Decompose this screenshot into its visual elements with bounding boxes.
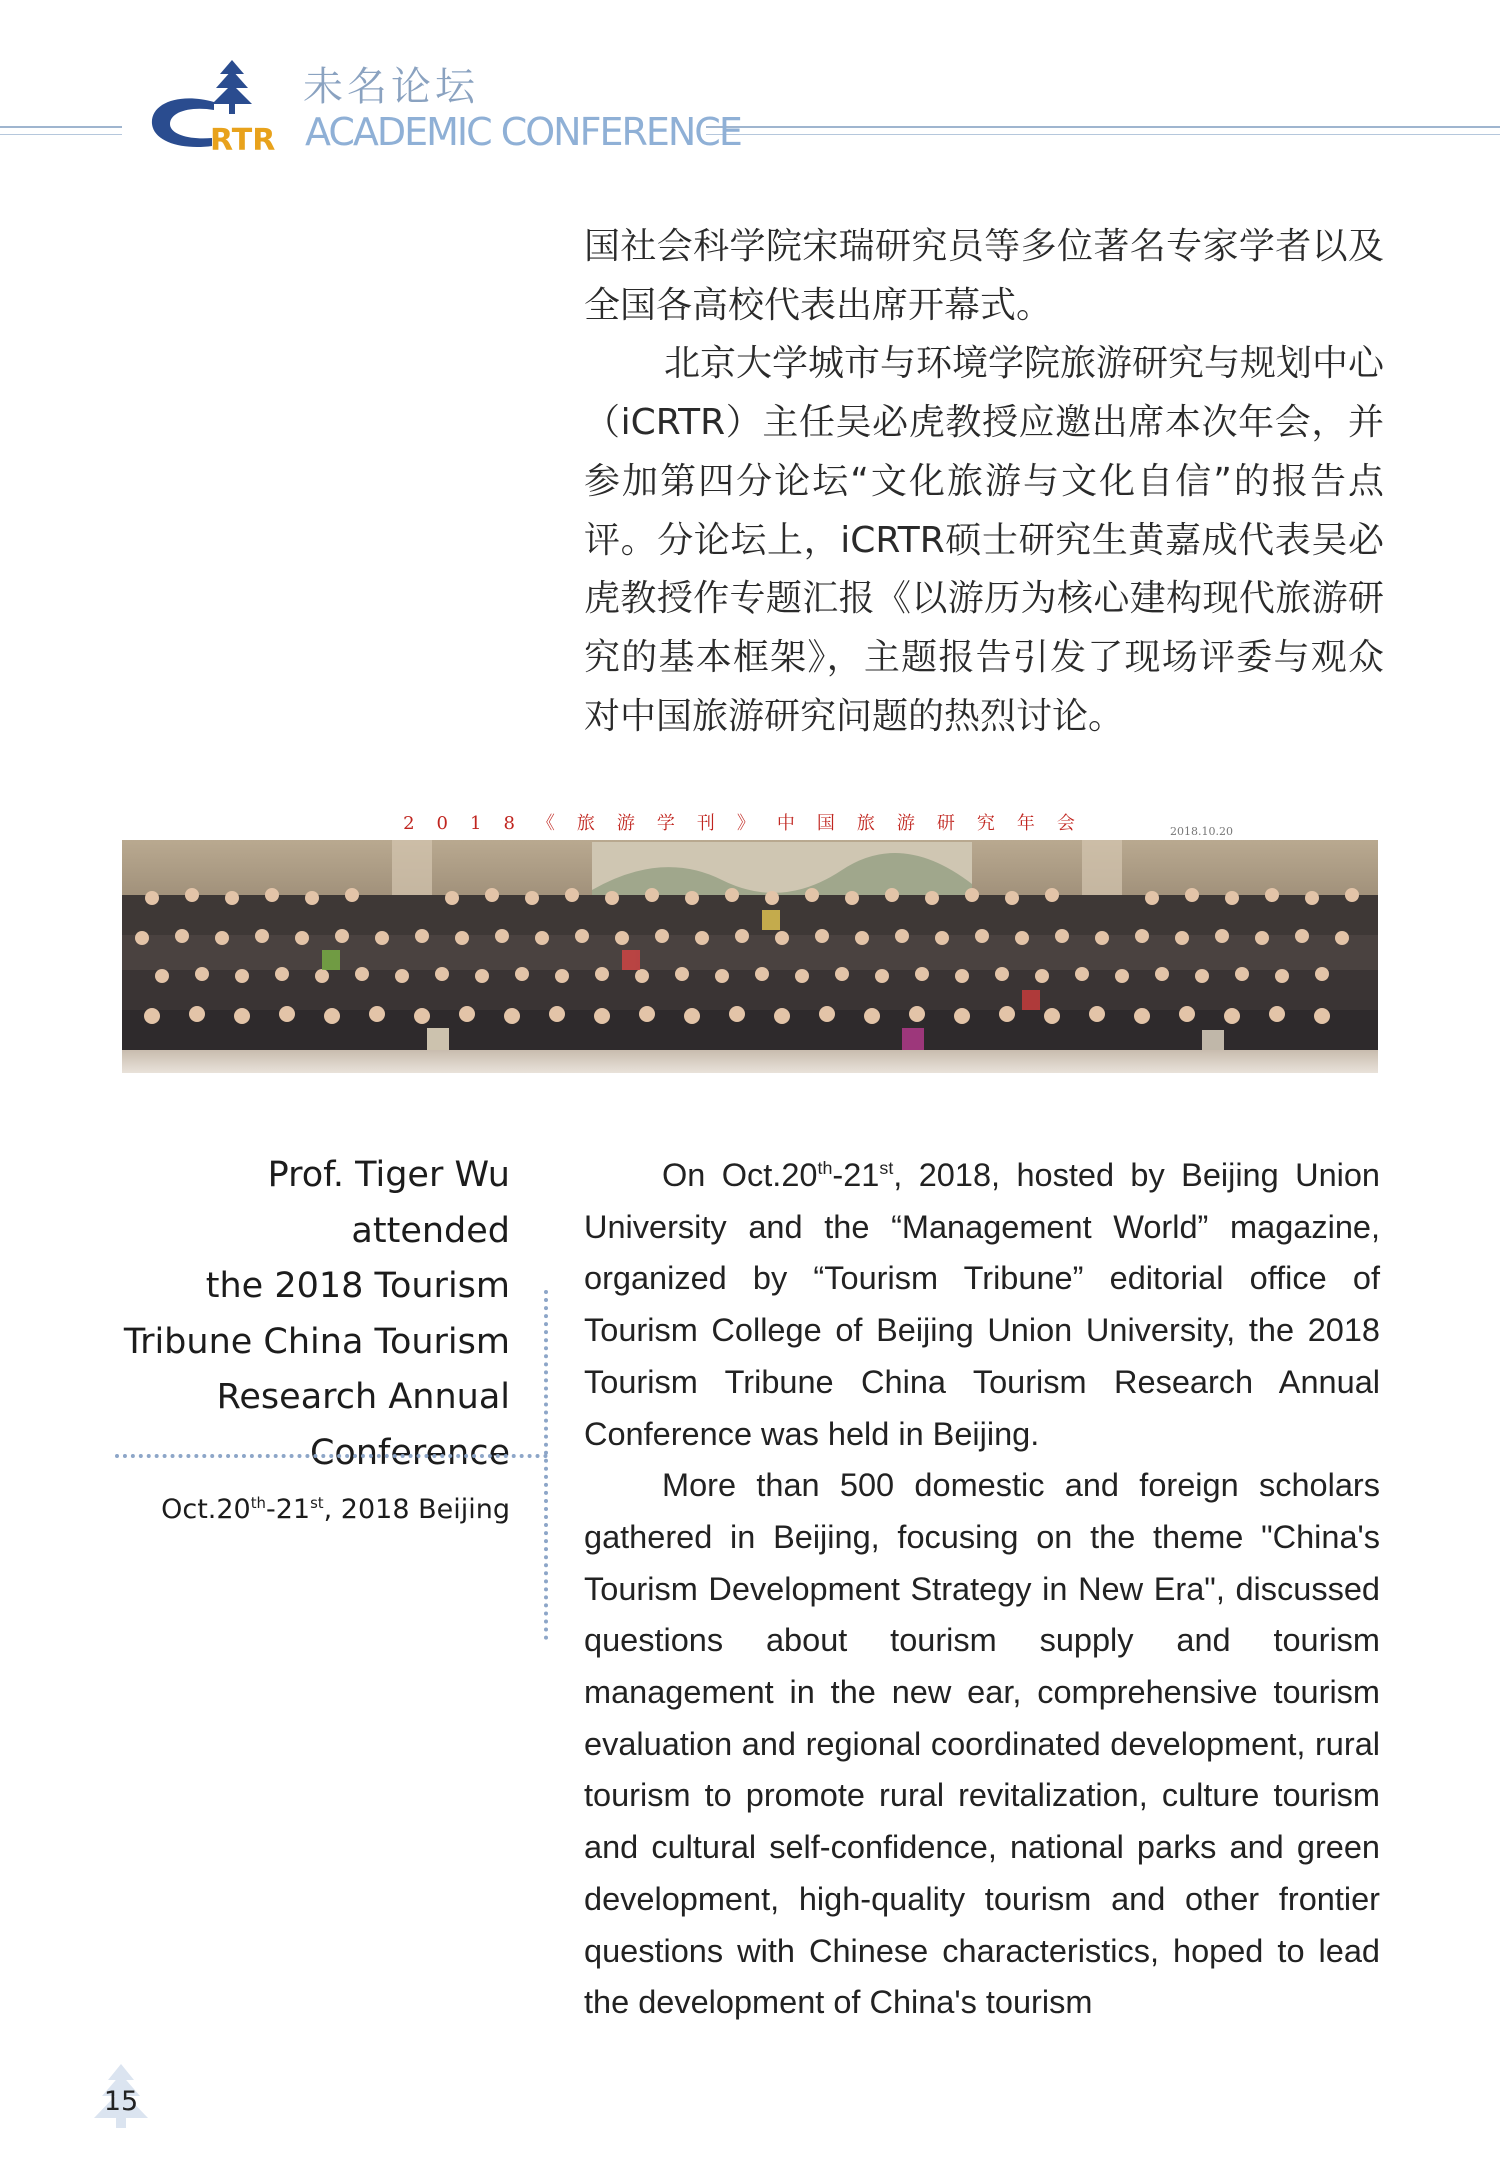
sidebar-title-line: Research Annual [216, 1377, 510, 1417]
header-rule-left-bottom [0, 134, 122, 135]
sidebar-title [100, 1148, 510, 1481]
chinese-paragraph-1: 国社会科学院宋瑞研究员等多位著名专家学者以及全国各高校代表出席开幕式。 [584, 226, 1384, 326]
sidebar-title-line: Prof. Tiger Wu attended [267, 1155, 510, 1251]
header-rule-right-bottom [706, 134, 1500, 135]
photo-banner-date: 2018.10.20 [1170, 825, 1233, 838]
sidebar-title-line: the 2018 Tourism [205, 1266, 510, 1306]
header-rule-left-top [0, 126, 122, 128]
header-title-cn: 未名论坛 [303, 64, 479, 110]
photo-banner [122, 805, 1378, 843]
crtr-logo-graphic [148, 58, 282, 154]
page-number: 15 [103, 2086, 139, 2117]
logo-letters: RTR [210, 123, 276, 154]
photo-banner-text: 2018《旅游学刊》中国旅游研究年会 [403, 813, 1097, 834]
english-article [584, 1150, 1380, 2029]
sidebar-title-line: Conference [309, 1432, 510, 1473]
group-photo [122, 805, 1378, 1073]
page-number-badge [88, 2064, 154, 2130]
chinese-paragraph-2: 北京大学城市与环境学院旅游研究与规划中心（iCRTR）主任吴必虎教授应邀出席本次年会，并参加第四分论坛“文化旅游与文化自信”的报告点评。分论坛上，iCRTR硕士研究生黄嘉成代表吴必虎教授作专题汇报《以游历为核心建构现代旅游研究的基本框架》，主题报告引发了现场评委与观众对中国旅游研究问题的热烈讨论。 [584, 343, 1385, 737]
english-paragraph-1: On Oct.20th-21st, 2018, hosted by Beijing Union University and the “Management World” magazine, organized by “Tourism Tribune” editorial office of Tourism College of Beijing Union University, the 2018 Tourism Tribune China Tourism Research Annual Conference was held in Beijing. [584, 1157, 1381, 1452]
header-title-en: ACADEMIC CONFERENCE [305, 110, 741, 154]
sidebar-dotted-divider [115, 1454, 548, 1458]
crtr-logo [148, 58, 282, 154]
column-dotted-divider [544, 1290, 548, 1640]
chinese-article [584, 218, 1384, 746]
english-paragraph-2: More than 500 domestic and foreign scholars gathered in Beijing, focusing on the theme "China's Tourism Development Strategy in New Era", discussed questions about tourism supply and tourism management in the new ear, comprehensive tourism evaluation and regional coordinated development, rural tourism to promote rural revitalization, culture tourism and cultural self-confidence, national parks and green development, high-quality tourism and other frontier questions with Chinese characteristics, hoped to lead the development of China's tourism [584, 1467, 1380, 2021]
sidebar-title-line: Tribune China Tourism [123, 1321, 510, 1362]
header-rule-right-top [706, 126, 1500, 128]
group-photo-image [122, 840, 1378, 1073]
sidebar-date: Oct.20th-21st, 2018 Beijing [161, 1494, 510, 1525]
